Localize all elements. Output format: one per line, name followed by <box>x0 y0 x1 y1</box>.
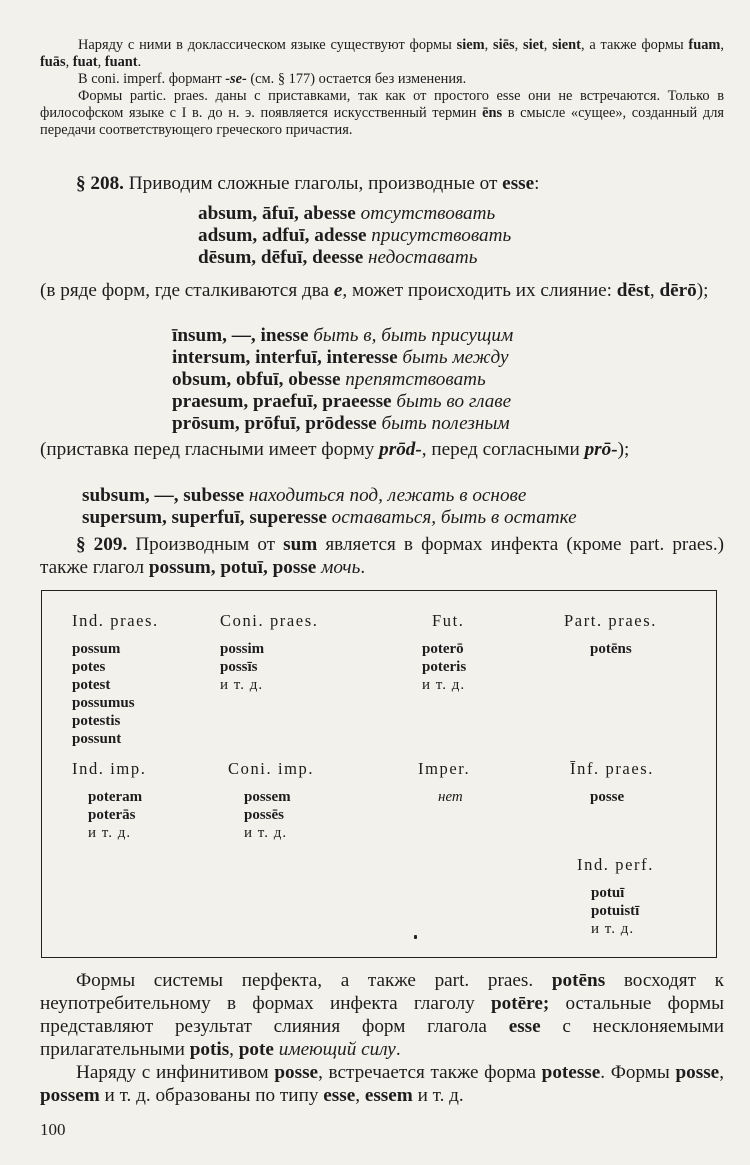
verb-meaning: отсутствовать <box>360 203 496 224</box>
intro-paragraph-3 <box>40 88 724 139</box>
text: (приставка перед гласными имеет форму <box>40 439 380 460</box>
col-header: Fut. <box>432 611 465 630</box>
verb-form: poteram <box>88 789 143 805</box>
col-header: Part. praes. <box>564 611 657 630</box>
verb-form: potuī <box>591 885 625 901</box>
verb-form: possum <box>72 641 121 657</box>
separator: , <box>514 37 523 53</box>
latin-letter: e <box>333 280 343 301</box>
imper-value: нет <box>438 789 463 805</box>
col-header: Imper. <box>418 759 471 778</box>
intro-paragraph-1 <box>40 37 724 71</box>
latin-form: pote <box>238 1039 274 1060</box>
verb-meaning: находиться под, лежать в основе <box>248 485 527 506</box>
latin-form: -se- <box>225 71 247 87</box>
latin-form: potēre; <box>491 993 550 1014</box>
section-208-note-1 <box>40 279 724 302</box>
etc-text: и т. д. <box>591 921 635 937</box>
latin-form: dēst <box>616 280 650 301</box>
text: ); <box>617 439 630 460</box>
verb-meaning: быть полезным <box>381 413 510 434</box>
verb-entry <box>172 413 513 435</box>
text: Производным от <box>127 534 284 555</box>
text: В coni. imperf. формант <box>78 71 226 87</box>
etc-text: и т. д. <box>220 677 264 693</box>
col-coni-imp <box>228 759 314 842</box>
separator: , <box>720 37 725 53</box>
col-part-praes <box>564 611 657 658</box>
col-ind-imp <box>72 759 146 842</box>
verb-forms: praesum, praefuī, praeesse <box>172 391 392 412</box>
text: , может происходить их слияние: <box>342 280 617 301</box>
text: с несклоняемыми прилагательными <box>40 1016 724 1060</box>
col-coni-praes <box>220 611 318 694</box>
separator: , <box>65 54 73 70</box>
section-number: § 209. <box>76 534 128 555</box>
text: является в формах инфекта (кроме part. praes.) также глагол <box>40 534 725 578</box>
verb-form: poterās <box>88 807 136 823</box>
latin-form: esse <box>508 1016 541 1037</box>
verb-meaning: быть во главе <box>396 391 512 412</box>
latin-form: posse <box>675 1062 720 1083</box>
text: (в ряде форм, где сталкиваются два <box>40 280 334 301</box>
latin-form: siet <box>523 37 544 53</box>
page-number: 100 <box>40 1120 66 1139</box>
form-list <box>591 884 654 938</box>
verb-form: potēns <box>590 641 632 657</box>
latin-form: potesse <box>541 1062 601 1083</box>
form-list <box>220 640 318 694</box>
separator: , <box>649 280 660 301</box>
text: и т. д. <box>412 1085 464 1106</box>
verb-meaning: присутствовать <box>371 225 512 246</box>
separator: , <box>543 37 553 53</box>
latin-form: esse <box>502 173 535 194</box>
latin-form: sient <box>552 37 581 53</box>
text: Формы partic. praes. даны с приставками, так как от простого esse они не встречаются. Только в философском языке с I в. до н. э. появляется искусственный термин <box>40 88 724 121</box>
latin-form: prōd- <box>379 439 422 460</box>
verb-form: possunt <box>72 731 122 747</box>
verb-list-1 <box>198 203 511 269</box>
form-list <box>244 788 314 842</box>
ink-speck <box>414 935 417 939</box>
verb-entry <box>82 507 577 529</box>
text: . <box>360 557 366 578</box>
text: , а также формы <box>580 37 689 53</box>
verb-meaning: оставаться, быть в остатке <box>331 507 577 528</box>
latin-form: ēns <box>482 105 503 121</box>
verb-list-2 <box>172 325 513 435</box>
form-list <box>72 640 159 748</box>
verb-form: potes <box>72 659 106 675</box>
verb-meaning: препятствовать <box>345 369 486 390</box>
meaning: мочь <box>321 557 361 578</box>
verb-meaning: быть в, быть присущим <box>313 325 514 346</box>
form-list <box>88 788 146 842</box>
intro-notes <box>40 37 724 139</box>
verb-form: possim <box>220 641 265 657</box>
latin-form: siem <box>456 37 485 53</box>
text: Наряду с инфинитивом <box>76 1062 275 1083</box>
latin-form: posse <box>274 1062 319 1083</box>
separator: , <box>229 1039 239 1060</box>
verb-form: poteris <box>422 659 467 675</box>
latin-form: essem <box>364 1085 413 1106</box>
col-ind-praes <box>72 611 159 748</box>
verb-form: possem <box>244 789 291 805</box>
etc-text: и т. д. <box>88 825 132 841</box>
verb-forms: intersum, interfuī, interesse <box>172 347 398 368</box>
closing-paragraph-2 <box>40 1061 724 1107</box>
etc-text: и т. д. <box>422 677 466 693</box>
text: и т. д. образованы по типу <box>99 1085 324 1106</box>
latin-form: possem <box>40 1085 100 1106</box>
separator: , <box>719 1062 724 1083</box>
text: . <box>137 54 142 70</box>
verb-form: potuistī <box>591 903 640 919</box>
verb-forms: prōsum, prōfuī, prōdesse <box>172 413 377 434</box>
latin-form: sum <box>283 534 318 555</box>
text: Формы системы перфекта, а также part. praes. <box>76 970 552 991</box>
text: Наряду с ними в доклассическом языке существуют формы <box>78 37 457 53</box>
separator: , <box>355 1085 365 1106</box>
col-header: Ind. praes. <box>72 611 159 630</box>
col-inf-praes <box>570 759 654 806</box>
verb-meaning: недоставать <box>368 247 478 268</box>
latin-form: possum, potuī, posse <box>148 557 317 578</box>
latin-form: fuam <box>688 37 721 53</box>
text: , перед согласными <box>421 439 585 460</box>
verb-form: posse <box>590 789 625 805</box>
section-208-heading <box>40 172 724 195</box>
verb-form: possumus <box>72 695 135 711</box>
verb-meaning: быть между <box>402 347 509 368</box>
col-imper <box>418 759 470 806</box>
section-number: § 208. <box>76 173 124 194</box>
verb-form: potest <box>72 677 111 693</box>
verb-entry <box>172 347 513 369</box>
paradigm-table <box>41 590 717 958</box>
closing-paragraph-1 <box>40 969 724 1061</box>
verb-entry <box>172 325 513 347</box>
verb-forms: supersum, superfuī, superesse <box>82 507 327 528</box>
text: . Формы <box>600 1062 676 1083</box>
latin-form: esse <box>323 1085 356 1106</box>
section-209 <box>40 533 724 579</box>
text: . <box>395 1039 401 1060</box>
col-header: Ind. perf. <box>577 855 654 874</box>
verb-entry <box>172 369 513 391</box>
form-list <box>590 788 654 806</box>
verb-form: potestis <box>72 713 121 729</box>
col-header: Īnf. praes. <box>570 759 655 778</box>
meaning: имеющий силу <box>278 1039 396 1060</box>
verb-form: possīs <box>220 659 258 675</box>
verb-entry <box>172 391 513 413</box>
text: остальные формы представляют результат слияния форм глагола <box>40 993 724 1037</box>
latin-form: fuat <box>72 54 98 70</box>
latin-form: dērō <box>659 280 697 301</box>
verb-entry <box>198 247 511 269</box>
separator: , <box>484 37 493 53</box>
latin-form: potis <box>189 1039 230 1060</box>
latin-form: fuās <box>40 54 66 70</box>
latin-form: fuant <box>104 54 138 70</box>
etc-text: и т. д. <box>244 825 288 841</box>
text: Приводим сложные глаголы, производные от <box>123 173 503 194</box>
col-header: Ind. imp. <box>72 759 147 778</box>
form-list <box>422 640 466 694</box>
verb-entry <box>198 203 511 225</box>
col-ind-perf <box>577 855 654 938</box>
col-fut <box>422 611 467 694</box>
text: восходят к неупотребительному в формах инфекта глаголу <box>40 970 725 1014</box>
latin-form: siēs <box>493 37 515 53</box>
verb-form: possēs <box>244 807 285 823</box>
latin-form: prō- <box>584 439 618 460</box>
text: (см. § 177) остается без изменения. <box>246 71 467 87</box>
text: в смысле «сущее», созданный для передачи соответствующего греческого причастия. <box>40 105 724 138</box>
verb-form: poterō <box>422 641 464 657</box>
text: , встречается также форма <box>318 1062 542 1083</box>
text: : <box>534 173 540 194</box>
verb-forms: obsum, obfuī, obesse <box>172 369 341 390</box>
separator: , <box>97 54 105 70</box>
section-208-note-2 <box>40 438 724 461</box>
col-header: Coni. imp. <box>228 759 315 778</box>
verb-list-3 <box>82 485 577 529</box>
verb-forms: īnsum, —, inesse <box>172 325 309 346</box>
latin-form: potēns <box>551 970 606 991</box>
form-list <box>438 788 470 806</box>
verb-forms: adsum, adfuī, adesse <box>198 225 367 246</box>
intro-paragraph-2 <box>40 71 724 88</box>
closing-paragraphs <box>40 969 724 1107</box>
text: ); <box>696 280 709 301</box>
verb-forms: dēsum, dēfuī, deesse <box>198 247 364 268</box>
verb-entry <box>82 485 577 507</box>
verb-forms: absum, āfuī, abesse <box>198 203 356 224</box>
col-header: Coni. praes. <box>220 611 319 630</box>
verb-forms: subsum, —, subesse <box>82 485 245 506</box>
form-list <box>590 640 657 658</box>
verb-entry <box>198 225 511 247</box>
